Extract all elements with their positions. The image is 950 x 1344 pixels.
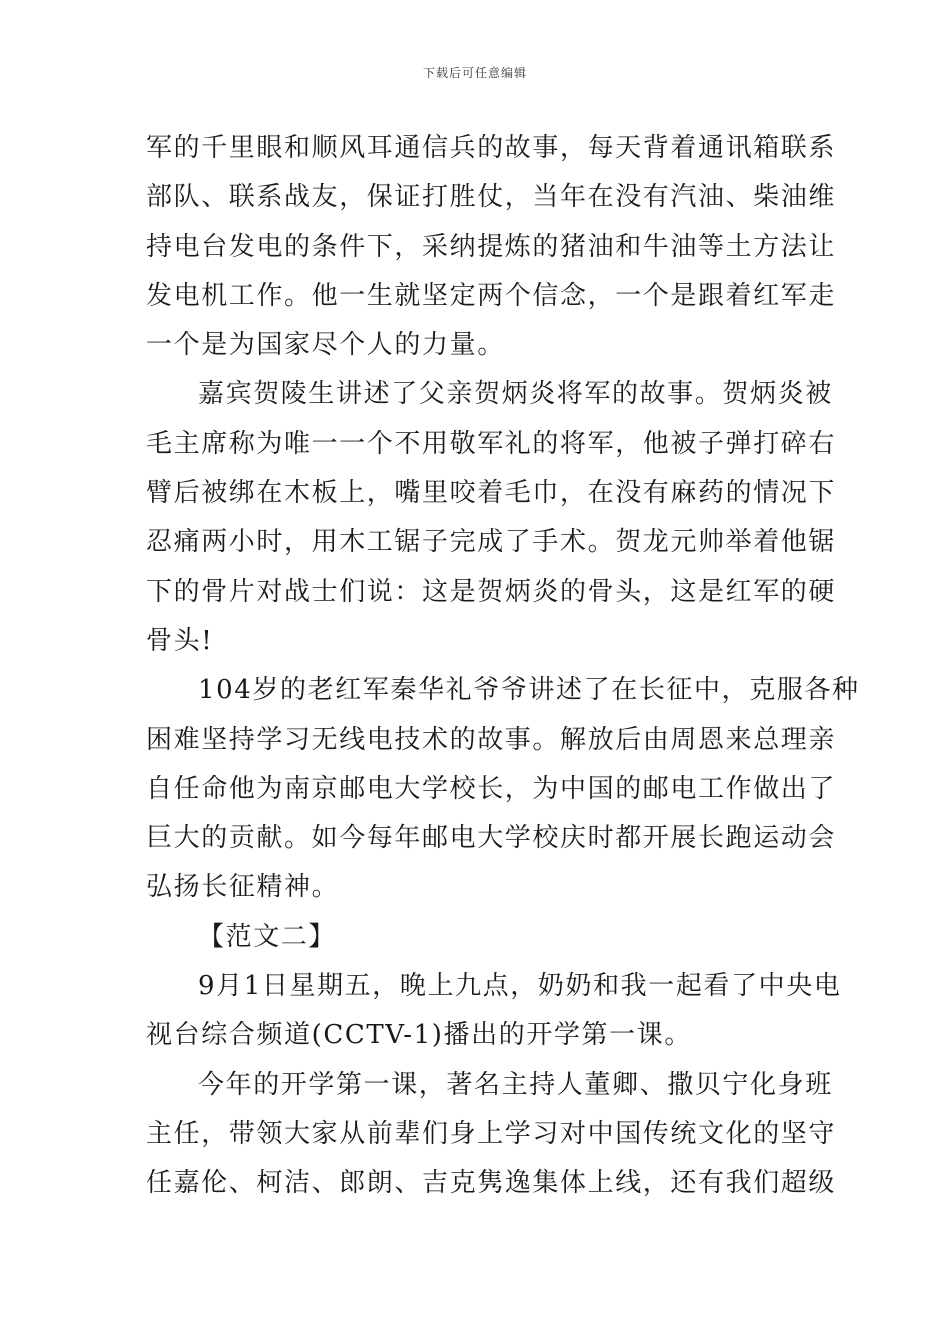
- text-line: 困难坚持学习无线电技术的故事。解放后由周恩来总理亲: [146, 724, 837, 755]
- text-line: 一个是为国家尽个人的力量。: [146, 330, 505, 361]
- text-line: 下的骨片对战士们说：这是贺炳炎的骨头，这是红军的硬: [146, 576, 837, 607]
- text-line: 毛主席称为唯一一个不用敬军礼的将军，他被子弹打碎右: [146, 428, 837, 459]
- text-line: 任嘉伦、柯洁、郎朗、吉克隽逸集体上线，还有我们超级: [146, 1168, 837, 1199]
- text-line: 骨头!: [146, 625, 214, 656]
- text-line: 9月1日星期五，晚上九点，奶奶和我一起看了中央电: [198, 971, 842, 1002]
- text-line: 忍痛两小时，用木工锯子完成了手术。贺龙元帅举着他锯: [146, 527, 837, 558]
- page-header-note: 下载后可任意编辑: [422, 66, 527, 80]
- text-line: 军的千里眼和顺风耳通信兵的故事，每天背着通讯箱联系: [146, 133, 837, 163]
- text-line: 视台综合频道(CCTV-1)播出的开学第一课。: [146, 1020, 692, 1051]
- text-line: 发电机工作。他一生就坚定两个信念，一个是跟着红军走: [146, 280, 837, 311]
- text-line: 【范文二】: [198, 921, 337, 952]
- text-line: 104岁的老红军秦华礼爷爷讲述了在长征中，克服各种: [198, 675, 860, 706]
- text-line: 弘扬长征精神。: [146, 872, 340, 903]
- text-line: 持电台发电的条件下，采纳提炼的猪油和牛油等土方法让: [146, 231, 837, 262]
- document-body: [146, 124, 860, 1209]
- text-line: 自任命他为南京邮电大学校长，为中国的邮电工作做出了: [146, 773, 837, 804]
- text-line: 臂后被绑在木板上，嘴里咬着毛巾，在没有麻药的情况下: [146, 478, 837, 509]
- text-line: 今年的开学第一课，著名主持人董卿、撒贝宁化身班: [198, 1069, 833, 1100]
- text-line: 嘉宾贺陵生讲述了父亲贺炳炎将军的故事。贺炳炎被: [198, 379, 833, 410]
- text-line: 部队、联系战友，保证打胜仗，当年在没有汽油、柴油维: [146, 182, 837, 213]
- text-line: 巨大的贡献。如今每年邮电大学校庆时都开展长跑运动会: [146, 823, 837, 854]
- text-line: 主任，带领大家从前辈们身上学习对中国传统文化的坚守: [146, 1118, 837, 1149]
